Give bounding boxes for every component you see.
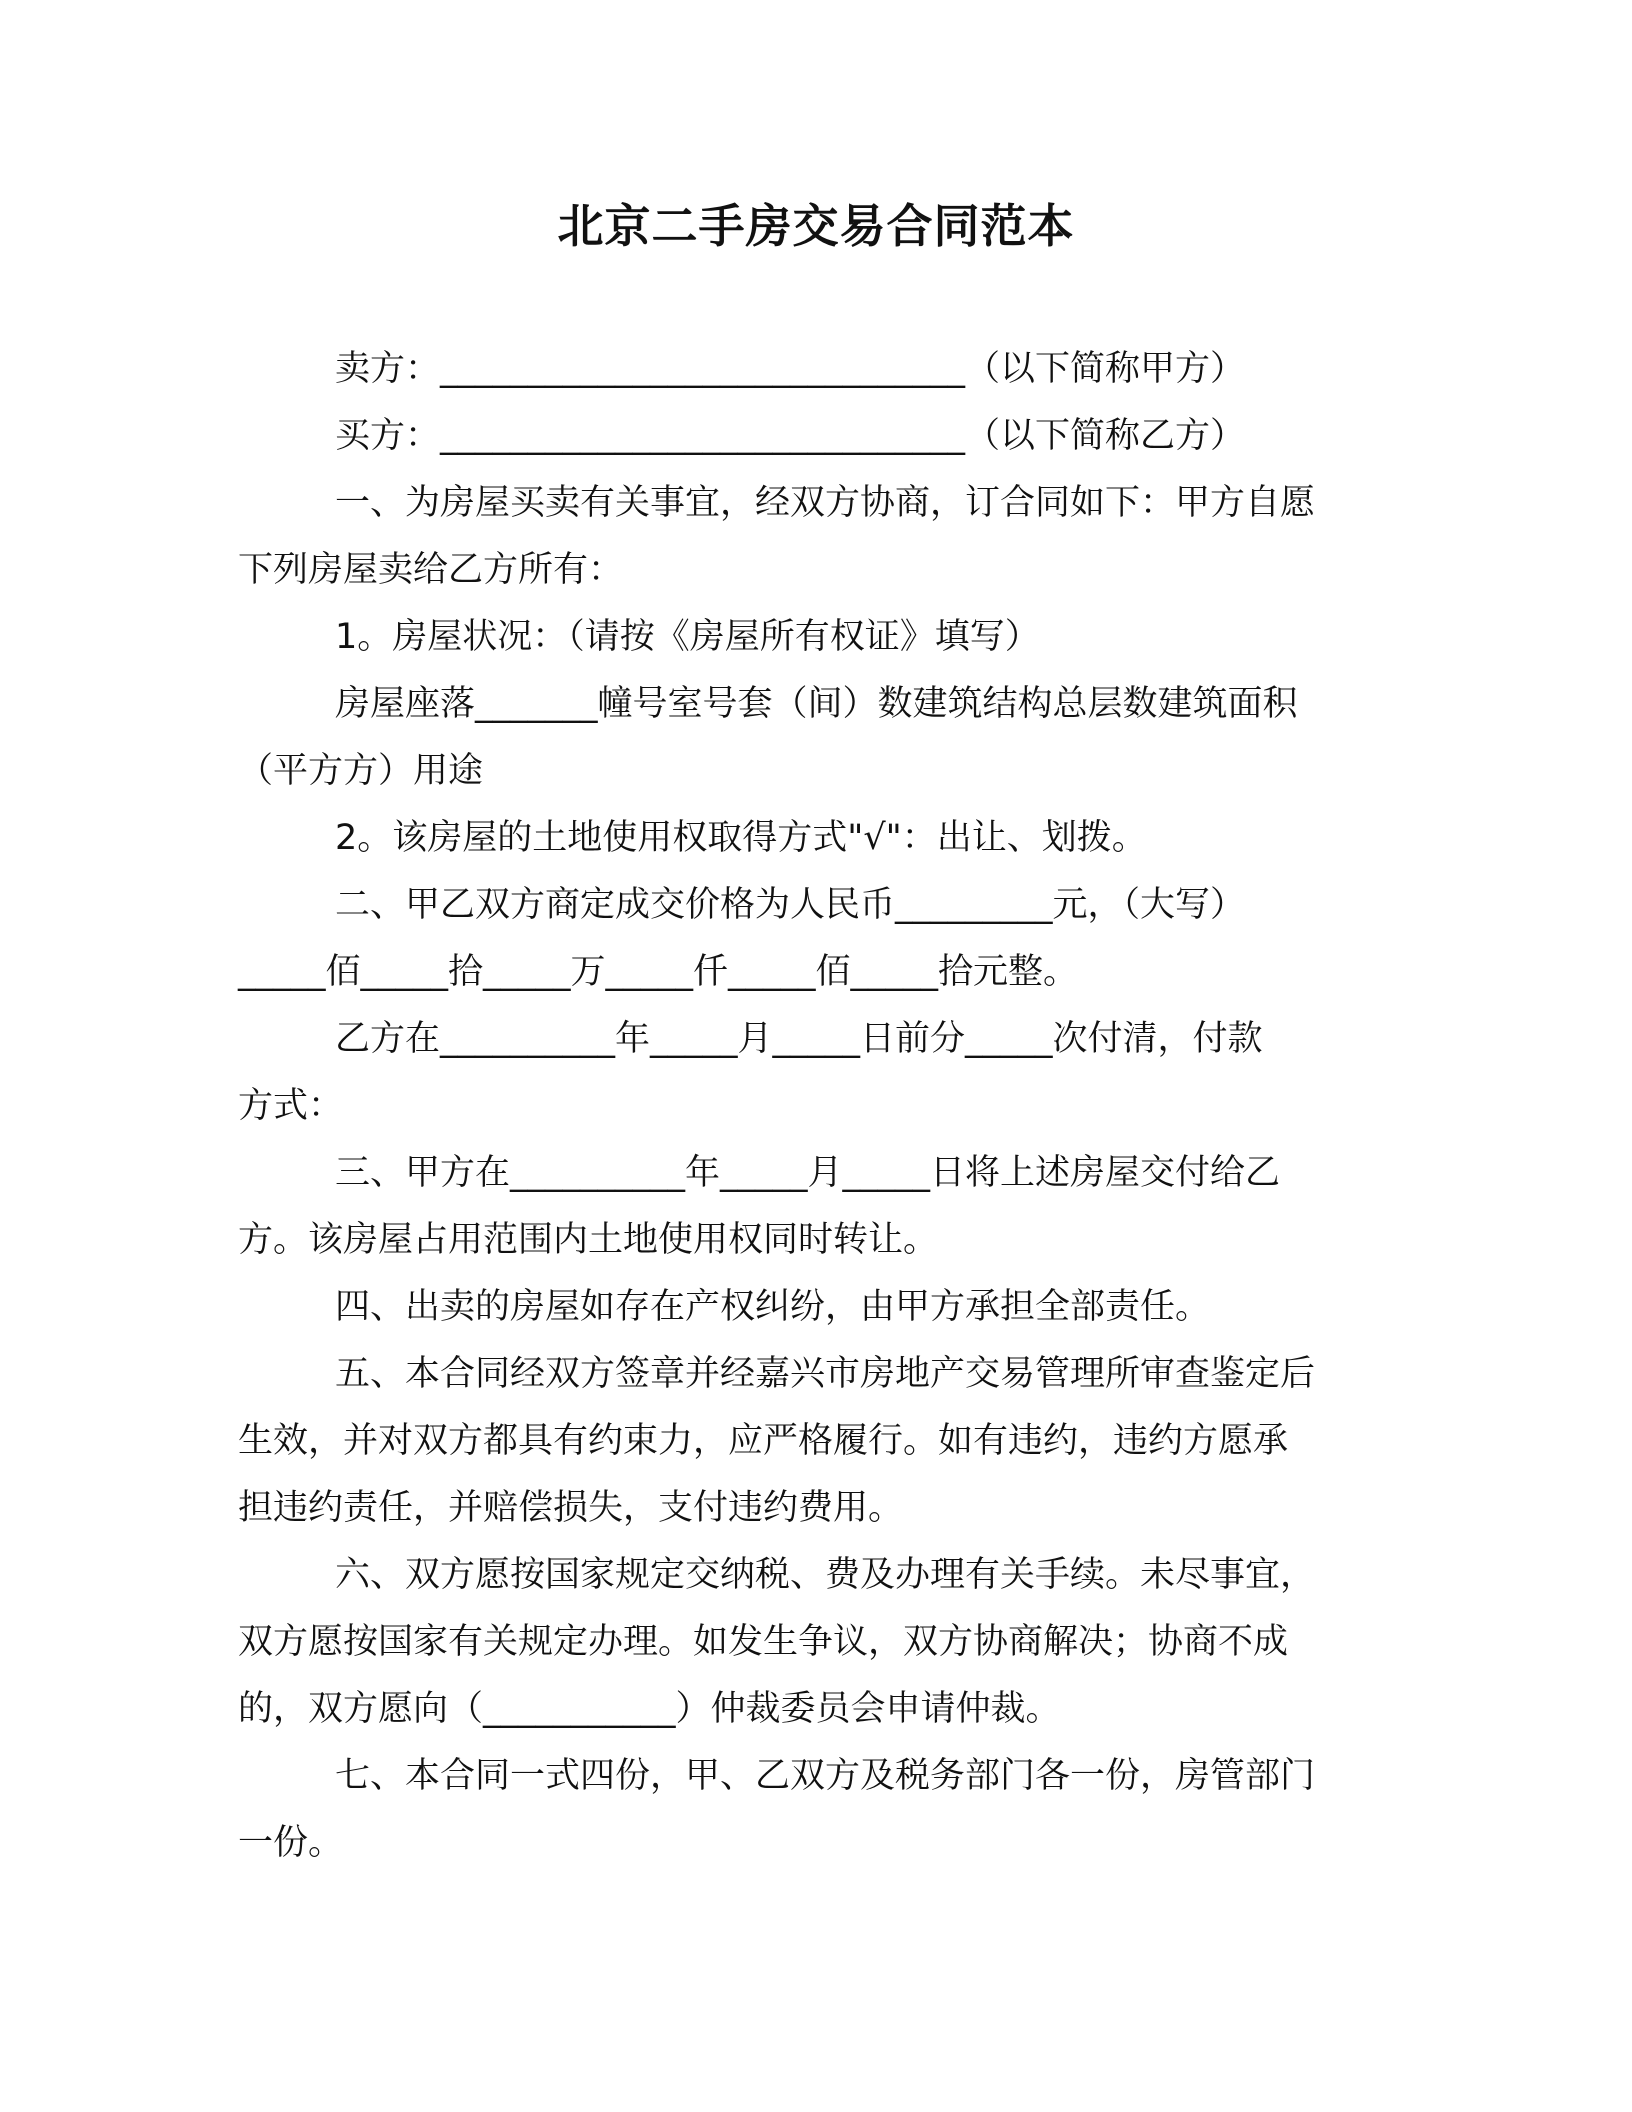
- document-title: 北京二手房交易合同范本: [557, 199, 1075, 253]
- clause-7-continued: 一份。: [238, 1823, 344, 1863]
- house-location-line: 房屋座落_______幢号室号套（间）数建筑结构总层数建筑面积: [335, 684, 1298, 724]
- clause-6-continued-2: 的，双方愿向（___________）仲裁委员会申请仲裁。: [238, 1689, 1061, 1729]
- payment-method-line: 方式：: [238, 1086, 344, 1126]
- clause-4-line: 四、出卖的房屋如存在产权纠纷，由甲方承担全部责任。: [335, 1287, 1211, 1327]
- clause-2-amount-line: _____佰_____拾_____万_____仟_____佰_____拾元整。: [238, 952, 1079, 992]
- land-use-line: 2。该房屋的土地使用权取得方式"√"：出让、划拨。: [335, 818, 1147, 858]
- buyer-line: 买方：______________________________（以下简称乙方）: [335, 416, 1246, 456]
- payment-line: 乙方在__________年_____月_____日前分_____次付清，付款: [335, 1019, 1263, 1059]
- clause-1-continued: 下列房屋卖给乙方所有：: [238, 550, 624, 590]
- seller-line: 卖方：______________________________（以下简称甲方）: [335, 349, 1246, 389]
- clause-6-line: 六、双方愿按国家规定交纳税、费及办理有关手续。未尽事宜，: [335, 1555, 1316, 1595]
- document-body: [238, 336, 1388, 1877]
- clause-7-line: 七、本合同一式四份，甲、乙双方及税务部门各一份，房管部门: [335, 1756, 1316, 1796]
- clause-5-line: 五、本合同经双方签章并经嘉兴市房地产交易管理所审查鉴定后: [335, 1354, 1316, 1394]
- clause-5-continued-2: 担违约责任，并赔偿损失，支付违约费用。: [238, 1488, 904, 1528]
- clause-3-continued: 方。该房屋占用范围内土地使用权同时转让。: [238, 1220, 939, 1260]
- house-location-continued: （平方方）用途: [238, 751, 484, 791]
- clause-1-line: 一、为房屋买卖有关事宜，经双方协商，订合同如下：甲方自愿: [335, 483, 1316, 523]
- clause-3-line: 三、甲方在__________年_____月_____日将上述房屋交付给乙: [335, 1153, 1281, 1193]
- clause-5-continued-1: 生效，并对双方都具有约束力，应严格履行。如有违约，违约方愿承: [238, 1421, 1289, 1461]
- clause-6-continued-1: 双方愿按国家有关规定办理。如发生争议，双方协商解决；协商不成: [238, 1622, 1289, 1662]
- clause-2-line: 二、甲乙双方商定成交价格为人民币_________元，（大写）: [335, 885, 1246, 925]
- house-status-line: 1。房屋状况：（请按《房屋所有权证》填写）: [335, 617, 1040, 657]
